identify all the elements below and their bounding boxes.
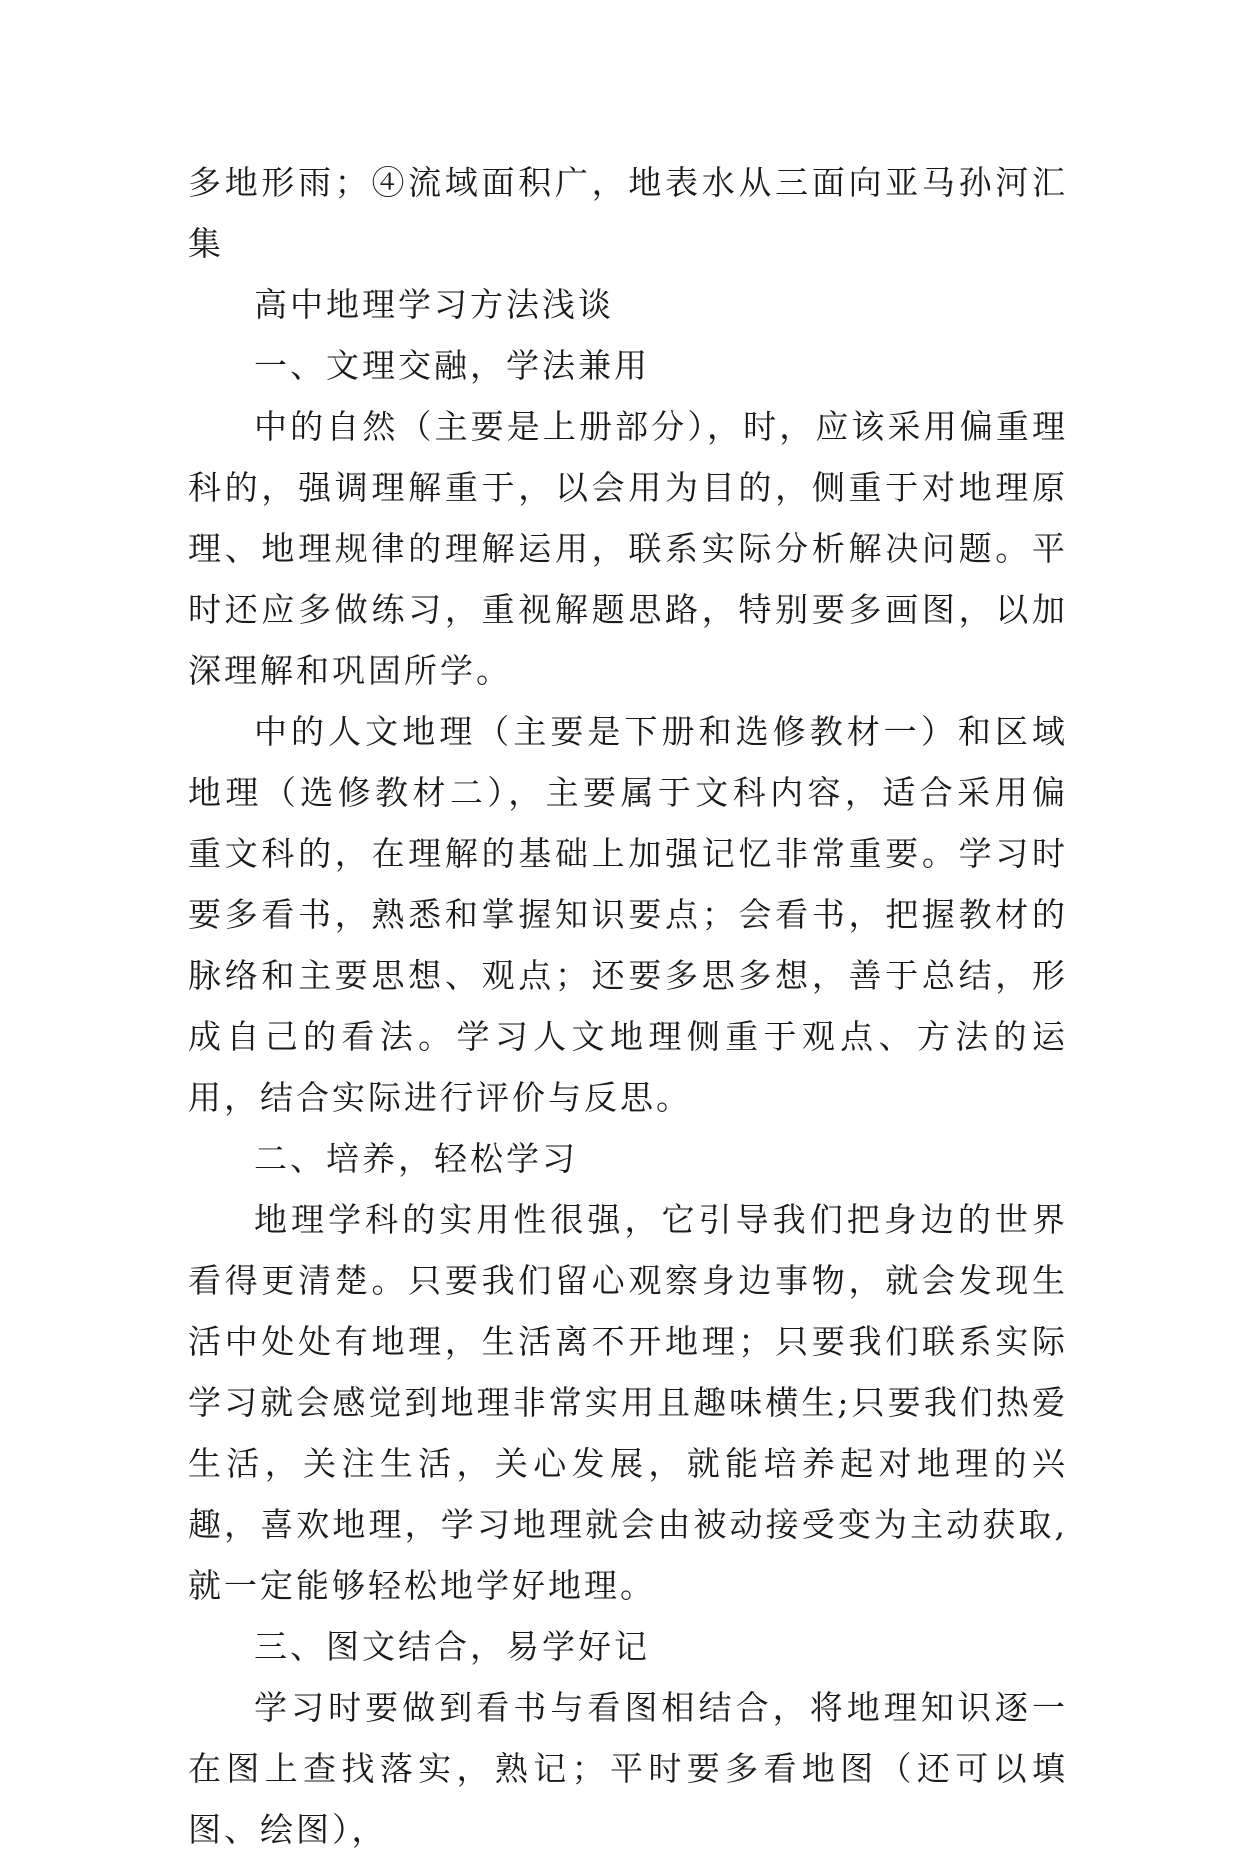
paragraph-physical-geography: 中的自然（主要是上册部分），时，应该采用偏重理科的，强调理解重于，以会用为目的，侧重于对地理原理、地理规律的理解运用，联系实际分析解决问题。平时还应多做练习，重视解题思路，特别要多画图，以加深理解和巩固所学。 [188, 407, 1068, 690]
section-heading-3: 三、图文结合，易学好记 [254, 1627, 650, 1666]
section-heading-1: 一、文理交融，学法兼用 [254, 346, 650, 385]
document-body [188, 152, 1068, 1860]
section-heading-2: 二、培养，轻松学习 [254, 1139, 578, 1178]
paragraph-maps: 学习时要做到看书与看图相结合，将地理知识逐一在图上查找落实，熟记；平时要多看地图（还可以填图、绘图）， [188, 1688, 1068, 1849]
paragraph-continuation: 多地形雨；④流域面积广，地表水从三面向亚马孙河汇集 [188, 163, 1068, 263]
paragraph-interest: 地理学科的实用性很强，它引导我们把身边的世界看得更清楚。只要我们留心观察身边事物，就会发现生活中处处有地理，生活离不开地理；只要我们联系实际学习就会感觉到地理非常实用且趣味横生;只要我们热爱生活，关注生活，关心发展，就能培养起对地理的兴趣，喜欢地理，学习地理就会由被动接受变为主动获取,就一定能够轻松地学好地理。 [188, 1200, 1068, 1605]
paragraph-human-geography: 中的人文地理（主要是下册和选修教材一）和区域地理（选修教材二），主要属于文科内容，适合采用偏重文科的，在理解的基础上加强记忆非常重要。学习时要多看书，熟悉和掌握知识要点；会看书，把握教材的脉络和主要思想、观点；还要多思多想，善于总结，形成自己的看法。学习人文地理侧重于观点、方法的运用，结合实际进行评价与反思。 [188, 712, 1068, 1117]
article-title: 高中地理学习方法浅谈 [254, 285, 614, 324]
